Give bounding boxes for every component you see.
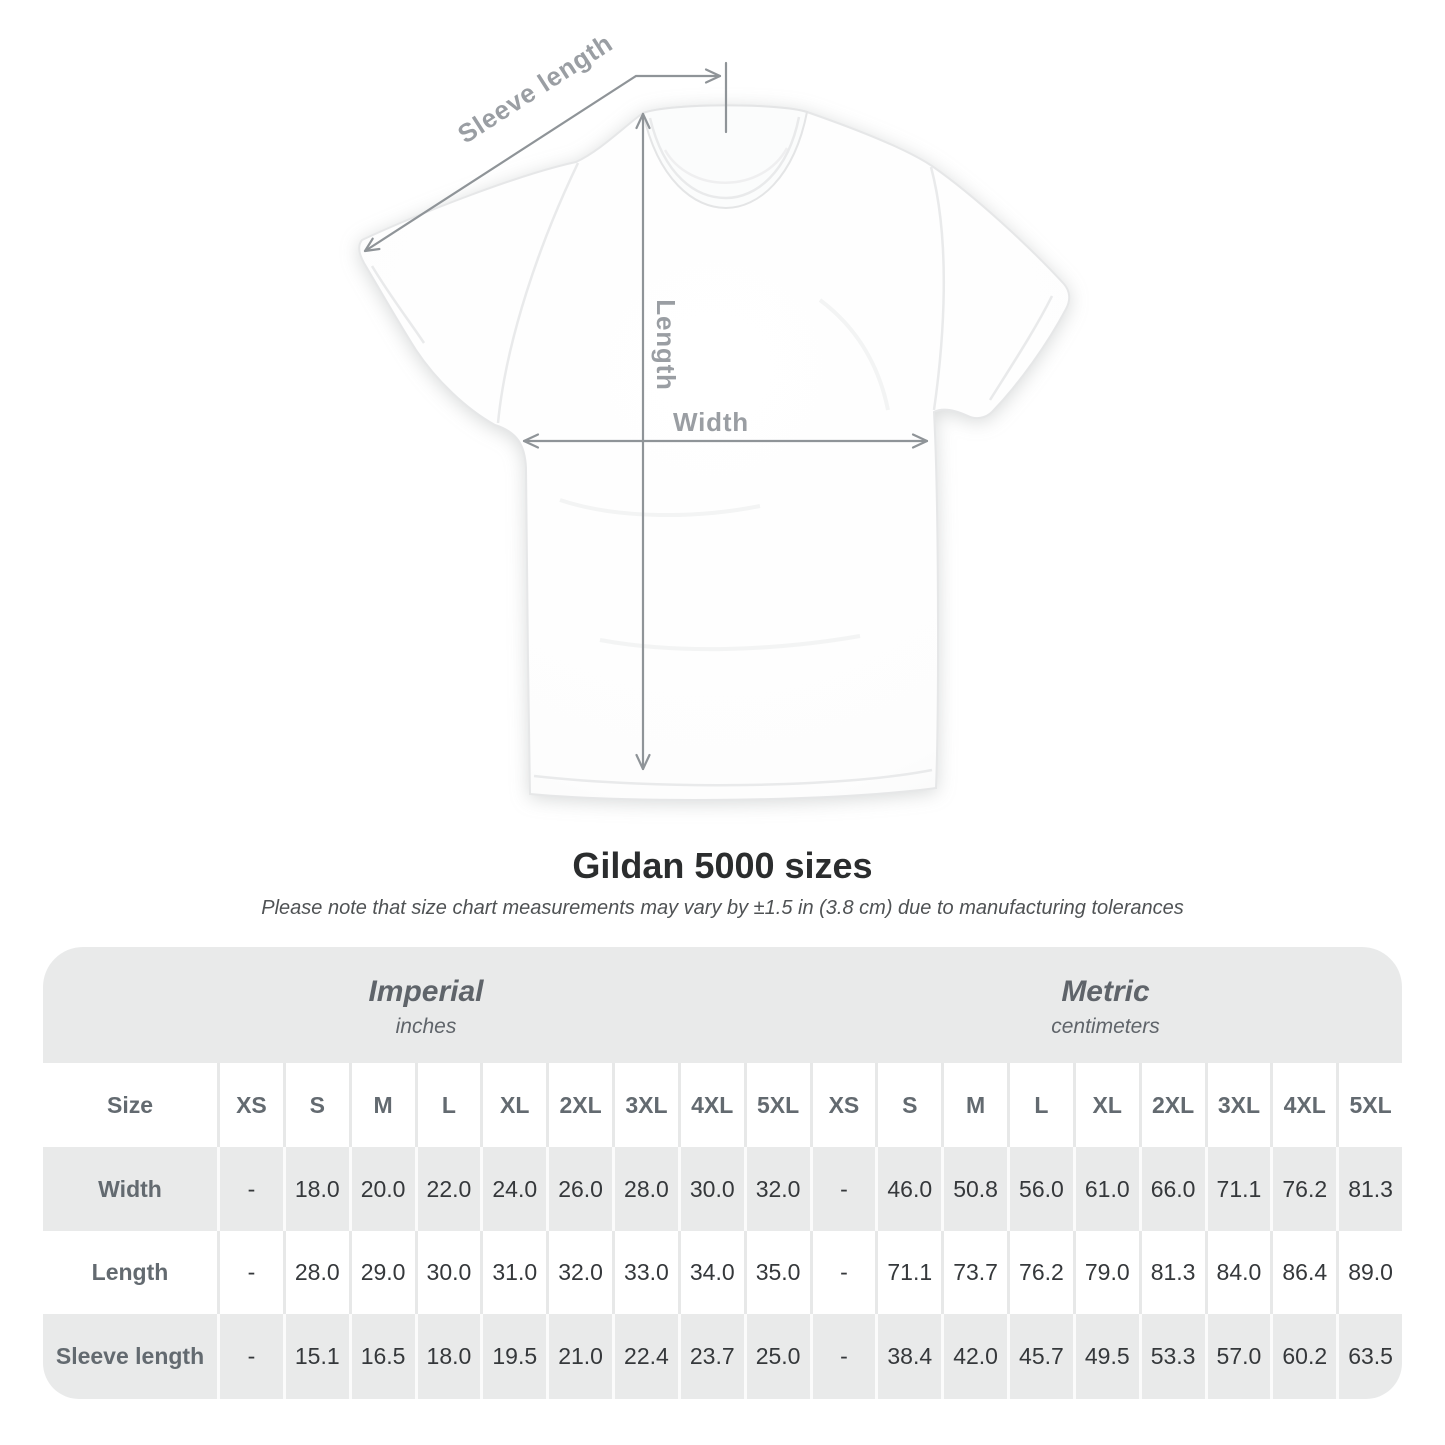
size-col-header-metric-m: M bbox=[941, 1063, 1007, 1147]
metric-group-header bbox=[809, 947, 1402, 1063]
size-value-cell: 71.1 bbox=[1205, 1147, 1271, 1231]
size-value-cell: 30.0 bbox=[415, 1231, 481, 1314]
size-value-cell: 22.4 bbox=[612, 1314, 678, 1399]
size-value-cell: 49.5 bbox=[1073, 1314, 1139, 1399]
size-value-cell: 28.0 bbox=[283, 1231, 349, 1314]
size-value-cell: 53.3 bbox=[1139, 1314, 1205, 1399]
size-col-header-metric-3xl: 3XL bbox=[1205, 1063, 1271, 1147]
size-value-cell: 56.0 bbox=[1007, 1147, 1073, 1231]
page-title: Gildan 5000 sizes bbox=[572, 845, 873, 886]
size-col-header-imperial-xl: XL bbox=[480, 1063, 546, 1147]
heading-block bbox=[0, 843, 1445, 920]
width-label: Width bbox=[673, 407, 749, 437]
size-value-cell: 21.0 bbox=[546, 1314, 612, 1399]
size-value-cell: 22.0 bbox=[415, 1147, 481, 1231]
size-col-header-metric-s: S bbox=[875, 1063, 941, 1147]
length-label: Length bbox=[651, 299, 681, 391]
size-value-cell: 46.0 bbox=[875, 1147, 941, 1231]
size-value-cell: 20.0 bbox=[349, 1147, 415, 1231]
sleeve-length-label: Sleeve length bbox=[452, 27, 619, 150]
size-value-cell: 57.0 bbox=[1205, 1314, 1271, 1399]
size-value-cell: 79.0 bbox=[1073, 1231, 1139, 1314]
size-table bbox=[43, 947, 1402, 1399]
size-col-header-imperial-5xl: 5XL bbox=[744, 1063, 810, 1147]
size-value-cell: 26.0 bbox=[546, 1147, 612, 1231]
row-label-width: Width bbox=[43, 1147, 217, 1231]
size-value-cell: 86.4 bbox=[1270, 1231, 1336, 1314]
size-col-header-metric-xs: XS bbox=[810, 1063, 876, 1147]
size-value-cell: 89.0 bbox=[1336, 1231, 1402, 1314]
size-value-cell: 18.0 bbox=[283, 1147, 349, 1231]
size-col-header-metric-4xl: 4XL bbox=[1270, 1063, 1336, 1147]
size-value-cell: 25.0 bbox=[744, 1314, 810, 1399]
size-value-cell: 81.3 bbox=[1336, 1147, 1402, 1231]
size-col-header-imperial-2xl: 2XL bbox=[546, 1063, 612, 1147]
size-col-header-imperial-m: M bbox=[349, 1063, 415, 1147]
size-value-cell: 34.0 bbox=[678, 1231, 744, 1314]
size-value-cell: 28.0 bbox=[612, 1147, 678, 1231]
size-value-cell: 73.7 bbox=[941, 1231, 1007, 1314]
size-col-header-imperial-4xl: 4XL bbox=[678, 1063, 744, 1147]
size-col-header-metric-2xl: 2XL bbox=[1139, 1063, 1205, 1147]
size-value-cell: - bbox=[810, 1231, 876, 1314]
size-value-cell: 42.0 bbox=[941, 1314, 1007, 1399]
size-value-cell: 19.5 bbox=[480, 1314, 546, 1399]
size-col-header-imperial-xs: XS bbox=[217, 1063, 283, 1147]
size-value-cell: 15.1 bbox=[283, 1314, 349, 1399]
size-grid bbox=[43, 1063, 1402, 1399]
size-value-cell: - bbox=[217, 1231, 283, 1314]
size-value-cell: 29.0 bbox=[349, 1231, 415, 1314]
tshirt-graphic bbox=[359, 105, 1069, 800]
size-value-cell: 32.0 bbox=[546, 1231, 612, 1314]
unit-header-band bbox=[43, 947, 1402, 1063]
size-col-header-metric-l: L bbox=[1007, 1063, 1073, 1147]
size-col-header-imperial-3xl: 3XL bbox=[612, 1063, 678, 1147]
row-label-length: Length bbox=[43, 1231, 217, 1314]
size-value-cell: 76.2 bbox=[1007, 1231, 1073, 1314]
size-col-header-metric-xl: XL bbox=[1073, 1063, 1139, 1147]
size-value-cell: 60.2 bbox=[1270, 1314, 1336, 1399]
size-value-cell: 35.0 bbox=[744, 1231, 810, 1314]
imperial-group-header bbox=[43, 947, 809, 1063]
size-col-header-imperial-s: S bbox=[283, 1063, 349, 1147]
size-col-header-metric-5xl: 5XL bbox=[1336, 1063, 1402, 1147]
imperial-unit-label: inches bbox=[395, 1014, 457, 1038]
size-value-cell: - bbox=[217, 1314, 283, 1399]
size-value-cell: 32.0 bbox=[744, 1147, 810, 1231]
imperial-label: Imperial bbox=[368, 975, 484, 1009]
size-value-cell: 71.1 bbox=[875, 1231, 941, 1314]
size-value-cell: - bbox=[217, 1147, 283, 1231]
size-col-header-imperial-l: L bbox=[415, 1063, 481, 1147]
size-corner-header: Size bbox=[43, 1063, 217, 1147]
size-value-cell: 18.0 bbox=[415, 1314, 481, 1399]
row-label-sleeve-length: Sleeve length bbox=[43, 1314, 217, 1399]
size-value-cell: 23.7 bbox=[678, 1314, 744, 1399]
size-value-cell: 81.3 bbox=[1139, 1231, 1205, 1314]
size-value-cell: 30.0 bbox=[678, 1147, 744, 1231]
size-value-cell: 45.7 bbox=[1007, 1314, 1073, 1399]
size-value-cell: 31.0 bbox=[480, 1231, 546, 1314]
size-value-cell: - bbox=[810, 1147, 876, 1231]
size-value-cell: 66.0 bbox=[1139, 1147, 1205, 1231]
size-value-cell: 38.4 bbox=[875, 1314, 941, 1399]
size-value-cell: 76.2 bbox=[1270, 1147, 1336, 1231]
tolerance-note: Please note that size chart measurements may vary by ±1.5 in (3.8 cm) due to manufacturing tolerances bbox=[261, 897, 1184, 919]
size-value-cell: 33.0 bbox=[612, 1231, 678, 1314]
size-value-cell: 63.5 bbox=[1336, 1314, 1402, 1399]
size-value-cell: 16.5 bbox=[349, 1314, 415, 1399]
size-value-cell: 50.8 bbox=[941, 1147, 1007, 1231]
size-value-cell: - bbox=[810, 1314, 876, 1399]
size-value-cell: 84.0 bbox=[1205, 1231, 1271, 1314]
metric-label: Metric bbox=[1061, 975, 1150, 1009]
size-value-cell: 24.0 bbox=[480, 1147, 546, 1231]
metric-unit-label: centimeters bbox=[1051, 1014, 1160, 1038]
size-value-cell: 61.0 bbox=[1073, 1147, 1139, 1231]
